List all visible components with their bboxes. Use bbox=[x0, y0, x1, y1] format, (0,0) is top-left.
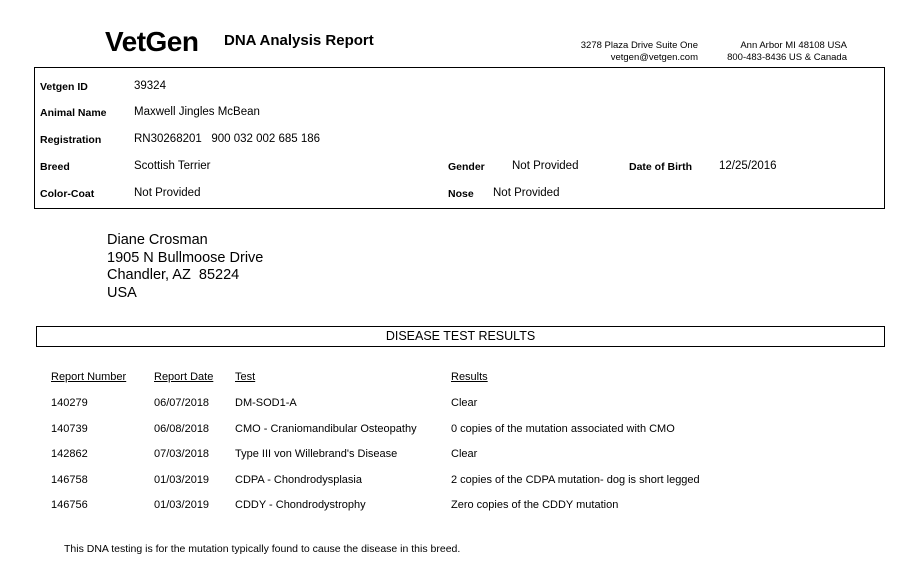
address-email: vetgen@vetgen.com bbox=[610, 52, 698, 63]
registration-value: RN30268201 900 032 002 685 186 bbox=[134, 133, 321, 145]
nose-label: Nose bbox=[448, 188, 474, 200]
animal-name-label: Animal Name bbox=[40, 107, 107, 119]
gender-label: Gender bbox=[448, 161, 485, 173]
vetgen-id-value: 39324 bbox=[134, 80, 166, 92]
col-header-report-number: Report Number bbox=[51, 371, 127, 383]
report-date-cell: 06/08/2018 bbox=[154, 423, 210, 435]
test-cell: Type III von Willebrand's Disease bbox=[235, 448, 398, 460]
breed-value: Scottish Terrier bbox=[134, 160, 211, 172]
color-coat-value: Not Provided bbox=[134, 187, 201, 199]
address-city: Ann Arbor MI 48108 USA bbox=[740, 40, 847, 51]
owner-name: Diane Crosman bbox=[107, 232, 208, 248]
registration-label: Registration bbox=[40, 134, 102, 146]
color-coat-label: Color-Coat bbox=[40, 188, 95, 200]
animal-name-value: Maxwell Jingles McBean bbox=[134, 106, 260, 118]
owner-address bbox=[107, 232, 263, 302]
test-cell: CMO - Craniomandibular Osteopathy bbox=[235, 423, 417, 435]
report-number-cell: 142862 bbox=[51, 448, 88, 460]
test-cell: CDPA - Chondrodysplasia bbox=[235, 474, 362, 486]
test-cell: CDDY - Chondrodystrophy bbox=[235, 499, 366, 511]
report-number-cell: 146756 bbox=[51, 499, 88, 511]
report-date-cell: 01/03/2019 bbox=[154, 474, 210, 486]
breed-label: Breed bbox=[40, 161, 70, 173]
result-cell: 2 copies of the CDPA mutation- dog is short legged bbox=[451, 474, 700, 486]
col-header-test: Test bbox=[235, 371, 256, 383]
result-cell: Clear bbox=[451, 448, 478, 460]
result-cell: Clear bbox=[451, 397, 478, 409]
address-phone: 800-483-8436 US & Canada bbox=[727, 52, 847, 63]
report-date-cell: 06/07/2018 bbox=[154, 397, 210, 409]
footnote: This DNA testing is for the mutation typically found to cause the disease in this breed. bbox=[64, 543, 461, 555]
animal-info-box bbox=[34, 67, 885, 209]
report-number-cell: 140739 bbox=[51, 423, 88, 435]
address-street: 3278 Plaza Drive Suite One bbox=[580, 40, 698, 51]
nose-value: Not Provided bbox=[493, 187, 560, 199]
result-cell: 0 copies of the mutation associated with CMO bbox=[451, 423, 675, 435]
owner-city: Chandler, AZ 85224 bbox=[107, 267, 240, 283]
col-header-report-date: Report Date bbox=[154, 371, 214, 383]
report-date-cell: 01/03/2019 bbox=[154, 499, 210, 511]
col-header-results: Results bbox=[451, 371, 488, 383]
report-title: DNA Analysis Report bbox=[224, 32, 374, 49]
disease-test-results-header: DISEASE TEST RESULTS bbox=[36, 326, 885, 347]
report-number-cell: 140279 bbox=[51, 397, 88, 409]
vetgen-logo: VetGen bbox=[105, 26, 199, 57]
report-date-cell: 07/03/2018 bbox=[154, 448, 210, 460]
owner-country: USA bbox=[107, 284, 137, 301]
result-cell: Zero copies of the CDDY mutation bbox=[451, 499, 619, 511]
gender-value: Not Provided bbox=[512, 160, 579, 172]
company-address bbox=[540, 40, 698, 64]
vetgen-id-label: Vetgen ID bbox=[40, 81, 88, 93]
dob-value: 12/25/2016 bbox=[719, 160, 777, 172]
owner-street: 1905 N Bullmoose Drive bbox=[107, 249, 264, 266]
company-contact bbox=[700, 40, 847, 64]
test-cell: DM-SOD1-A bbox=[235, 397, 297, 409]
report-number-cell: 146758 bbox=[51, 474, 88, 486]
dob-label: Date of Birth bbox=[629, 161, 692, 173]
